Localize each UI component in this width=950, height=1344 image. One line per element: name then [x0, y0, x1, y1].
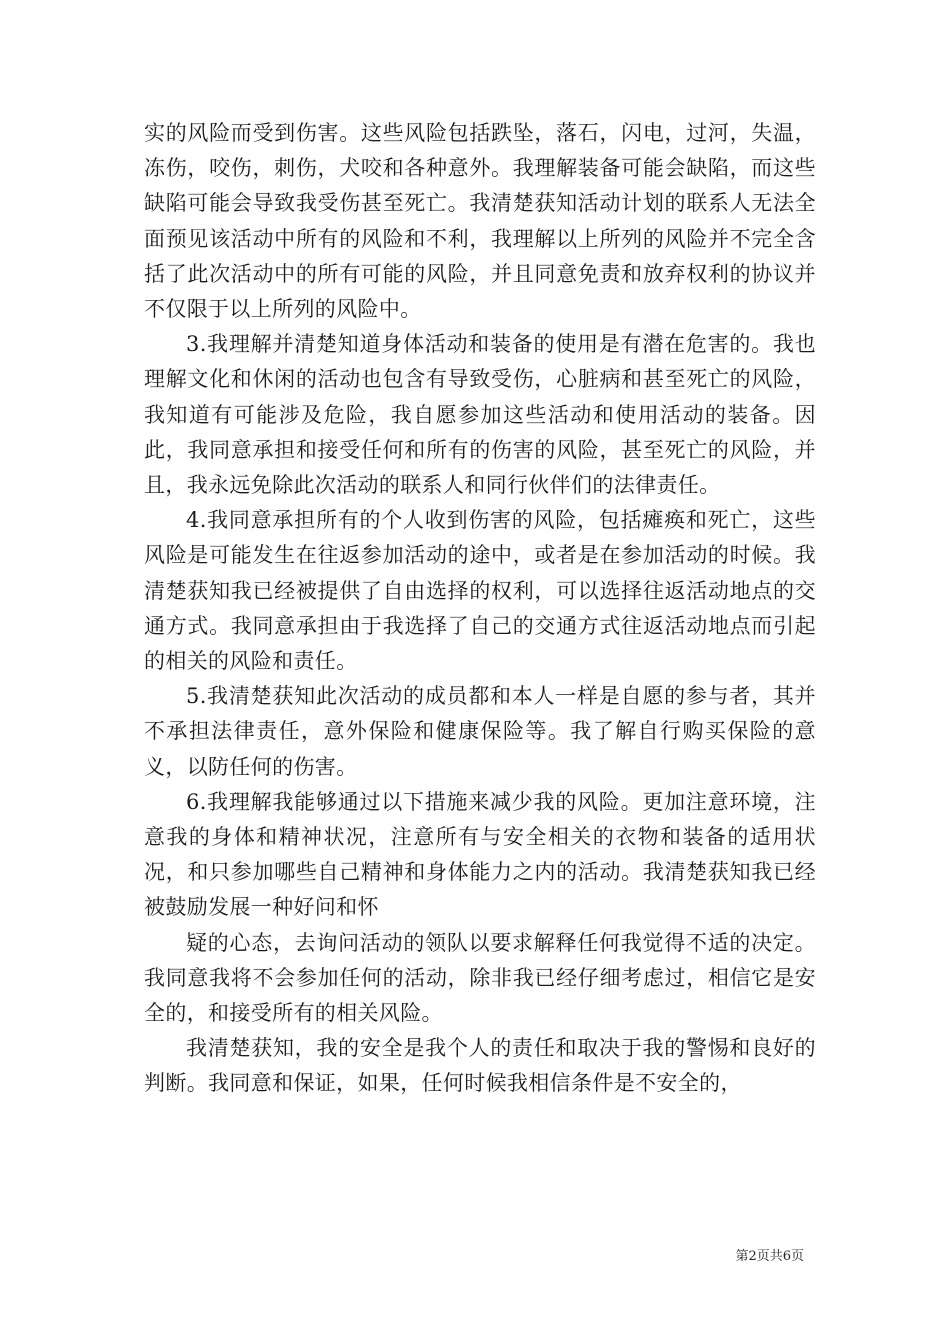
paragraph-item-6: 6.我理解我能够通过以下措施来减少我的风险。更加注意环境，注意我的身体和精神状况，注意所有与安全相关的衣物和装备的适用状况，和只参加哪些自己精神和身体能力之内的活动。我清楚获知我已经被鼓励发展一种好问和怀	[144, 789, 816, 920]
page-number-footer: 第2页共6页	[735, 1249, 804, 1264]
paragraph-safety-responsibility: 我清楚获知，我的安全是我个人的责任和取决于我的警惕和良好的判断。我同意和保证，如果，任何时候我相信条件是不安全的，	[144, 1036, 816, 1096]
paragraph-item-5: 5.我清楚获知此次活动的成员都和本人一样是自愿的参与者，其并不承担法律责任，意外保险和健康保险等。我了解自行购买保险的意义，以防任何的伤害。	[144, 684, 816, 779]
paragraph-continuation: 实的风险而受到伤害。这些风险包括跌坠，落石，闪电，过河，失温，冻伤，咬伤，刺伤，犬咬和各种意外。我理解装备可能会缺陷，而这些缺陷可能会导致我受伤甚至死亡。我清楚获知活动计划的联系人无法全面预见该活动中所有的风险和不利，我理解以上所列的风险并不完全含括了此次活动中的所有可能的风险，并且同意免责和放弃权利的协议并不仅限于以上所列的风险中。	[144, 121, 816, 322]
paragraph-item-4: 4.我同意承担所有的个人收到伤害的风险，包括瘫痪和死亡，这些风险是可能发生在往返参加活动的途中，或者是在参加活动的时候。我清楚获知我已经被提供了自由选择的权利，可以选择往返活动地点的交通方式。我同意承担由于我选择了自己的交通方式往返活动地点而引起的相关的风险和责任。	[144, 508, 816, 674]
document-body	[144, 116, 816, 1102]
paragraph-item-6-continued: 疑的心态，去询问活动的领队以要求解释任何我觉得不适的决定。我同意我将不会参加任何的活动，除非我已经仔细考虑过，相信它是安全的，和接受所有的相关风险。	[144, 930, 816, 1026]
paragraph-item-3: 3.我理解并清楚知道身体活动和装备的使用是有潜在危害的。我也理解文化和休闲的活动也包含有导致受伤，心脏病和甚至死亡的风险，我知道有可能涉及危险，我自愿参加这些活动和使用活动的装备。因此，我同意承担和接受任何和所有的伤害的风险，甚至死亡的风险，并且，我永远免除此次活动的联系人和同行伙伴们的法律责任。	[144, 332, 816, 498]
